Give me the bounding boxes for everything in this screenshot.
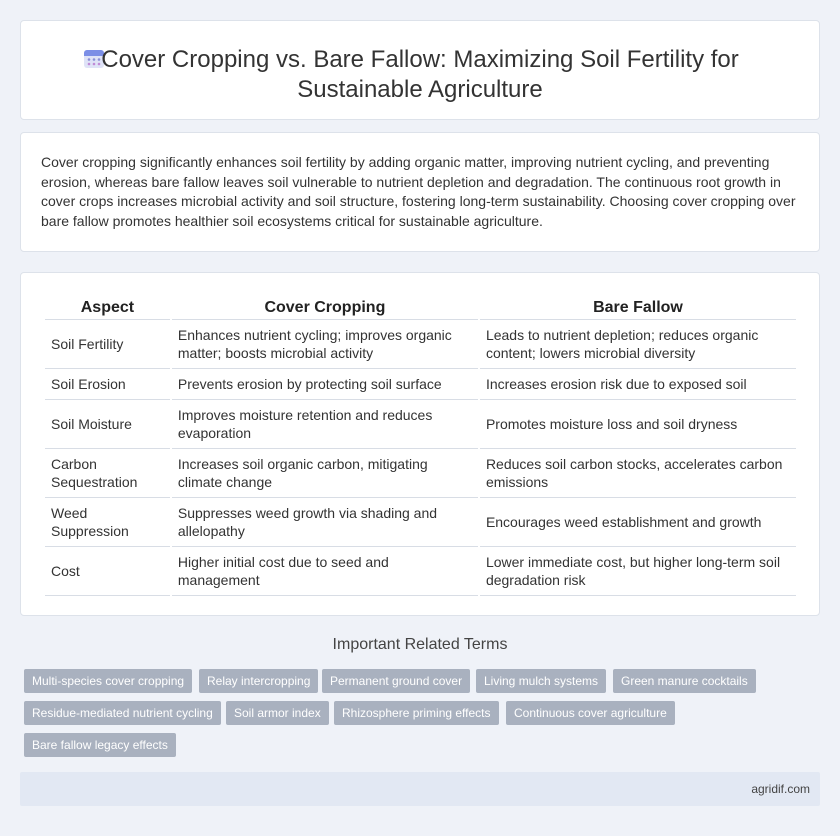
cell-aspect: Carbon Sequestration	[45, 449, 170, 498]
tag-permanent-ground-cover[interactable]: Permanent ground cover	[322, 669, 470, 693]
table-header-row	[45, 295, 796, 320]
intro-card	[20, 132, 820, 252]
table-row	[45, 400, 796, 449]
cell-cover: Prevents erosion by protecting soil surface	[172, 369, 478, 400]
tag-green-manure-cocktails[interactable]: Green manure cocktails	[613, 669, 756, 693]
table-row	[45, 449, 796, 498]
cell-aspect: Soil Moisture	[45, 400, 170, 449]
header-aspect: Aspect	[45, 295, 170, 320]
cell-cover: Increases soil organic carbon, mitigating climate change	[172, 449, 478, 498]
tag-bare-fallow-legacy-effects[interactable]: Bare fallow legacy effects	[24, 733, 176, 757]
cell-cover: Enhances nutrient cycling; improves organic matter; boosts microbial activity	[172, 320, 478, 369]
header-bare-fallow: Bare Fallow	[480, 295, 796, 320]
footer-site-link[interactable]: agridif.com	[751, 782, 810, 796]
cell-aspect: Soil Erosion	[45, 369, 170, 400]
table-row	[45, 320, 796, 369]
tag-multi-species-cover-cropping[interactable]: Multi-species cover cropping	[24, 669, 192, 693]
comparison-table	[43, 295, 798, 596]
cell-fallow: Lower immediate cost, but higher long-term soil degradation risk	[480, 547, 796, 596]
tag-soil-armor-index[interactable]: Soil armor index	[226, 701, 329, 725]
cell-aspect: Weed Suppression	[45, 498, 170, 547]
cell-aspect: Cost	[45, 547, 170, 596]
cell-cover: Improves moisture retention and reduces evaporation	[172, 400, 478, 449]
related-terms-title: Important Related Terms	[332, 636, 508, 653]
cell-fallow: Encourages weed establishment and growth	[480, 498, 796, 547]
header-cover-cropping: Cover Cropping	[172, 295, 478, 320]
table-row	[45, 498, 796, 547]
cell-cover: Suppresses weed growth via shading and allelopathy	[172, 498, 478, 547]
footer	[20, 772, 820, 806]
cell-fallow: Promotes moisture loss and soil dryness	[480, 400, 796, 449]
page-title: Cover Cropping vs. Bare Fallow: Maximizing Soil Fertility for Sustainable Agriculture	[101, 46, 739, 103]
tag-relay-intercropping[interactable]: Relay intercropping	[199, 669, 318, 693]
cell-cover: Higher initial cost due to seed and management	[172, 547, 478, 596]
tag-residue-mediated-nutrient-cycling[interactable]: Residue-mediated nutrient cycling	[24, 701, 221, 725]
table-row	[45, 547, 796, 596]
header-card	[20, 20, 820, 120]
tag-living-mulch-systems[interactable]: Living mulch systems	[476, 669, 606, 693]
table-row	[45, 369, 796, 400]
tag-continuous-cover-agriculture[interactable]: Continuous cover agriculture	[506, 701, 675, 725]
cell-fallow: Leads to nutrient depletion; reduces organic content; lowers microbial diversity	[480, 320, 796, 369]
cell-fallow: Reduces soil carbon stocks, accelerates carbon emissions	[480, 449, 796, 498]
tag-rhizosphere-priming-effects[interactable]: Rhizosphere priming effects	[334, 701, 499, 725]
comparison-table-card	[20, 272, 820, 616]
cell-aspect: Soil Fertility	[45, 320, 170, 369]
cell-fallow: Increases erosion risk due to exposed soil	[480, 369, 796, 400]
intro-text: Cover cropping significantly enhances soil fertility by adding organic matter, improving nutrient cycling, and preventing erosion, whereas bare fallow leaves soil vulnerable to nutrient depletion and degradation. The continuous root growth in cover crops increases microbial activity and soil structure, fostering long-term sustainability. Choosing cover cropping over bare fallow promotes healthier soil ecosystems critical for sustainable agriculture.	[41, 154, 796, 229]
